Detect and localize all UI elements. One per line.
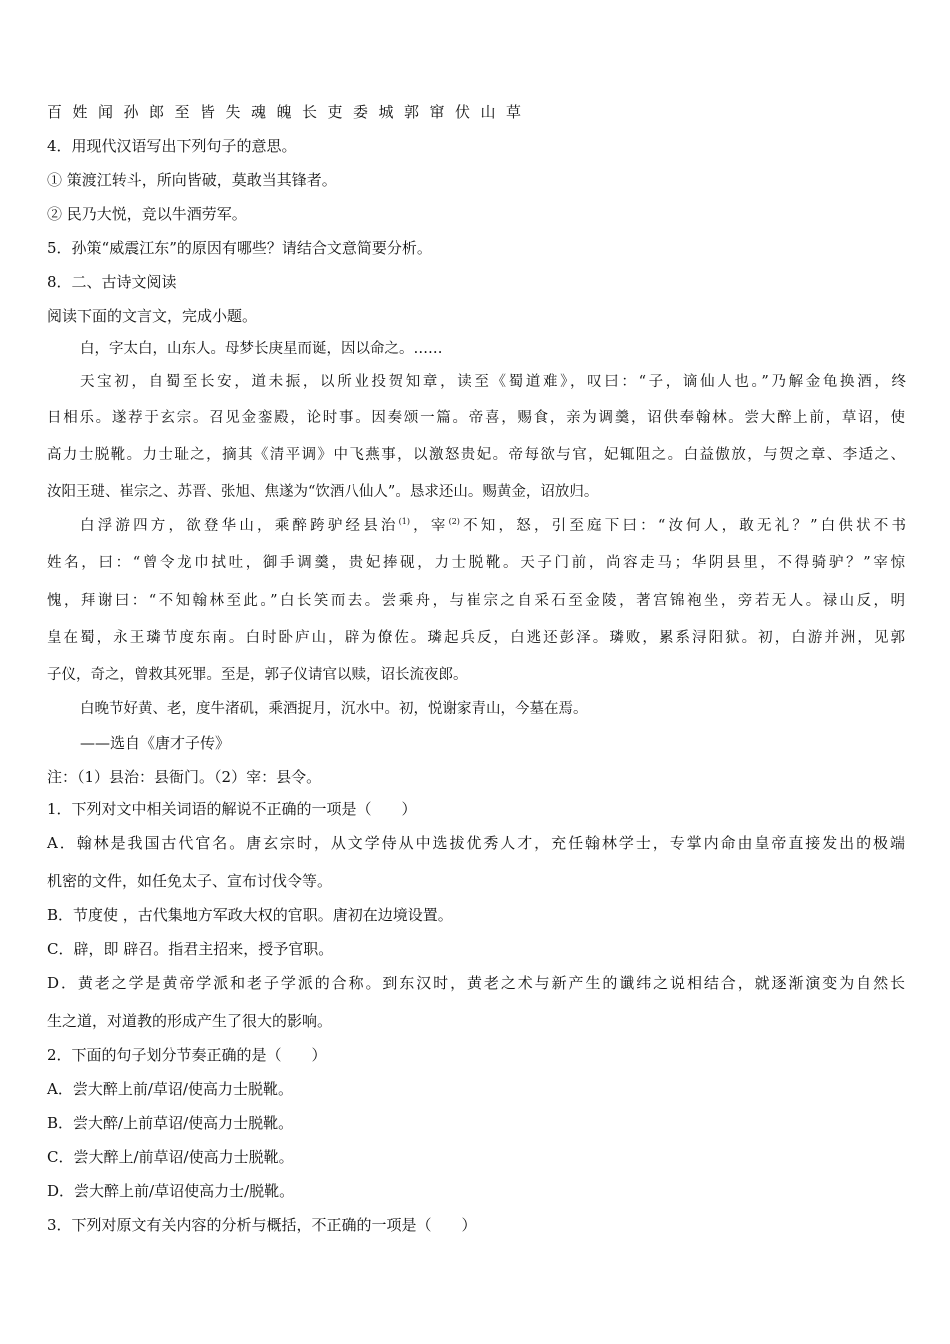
section-heading: 8．二、古诗文阅读 <box>47 273 177 291</box>
passage-line: 子仪，奇之，曾救其死罪。至是，郭子仪请官以赎，诏长流夜郎。 <box>47 667 468 683</box>
passage-line: 高力士脱靴。力士耻之，摘其《清平调》中飞燕事，以激怒贵妃。帝每欲与官，妃辄阻之。白益傲放，与贺之章、李适之、 <box>47 447 905 463</box>
passage-line: 白浮游四方，欲登华山，乘醉跨驴经县治$^{(1)}$，宰$^{(2)}$不知，怒，引至庭下曰：“汝何人，敢无礼？”白供状不书 <box>80 517 907 534</box>
question-2: 2．下面的句子划分节奏正确的是（ ） <box>47 1046 327 1064</box>
option-c: C．尝大醉上/前草诏/使高力士脱靴。 <box>47 1148 294 1166</box>
option-a-cont: 机密的文件，如任免太子、宣布讨伐令等。 <box>47 872 333 890</box>
passage-line: 日相乐。遂荐于玄宗。召见金銮殿，论时事。因奏颂一篇。帝喜，赐食，亲为调羹，诏供奉翰林。尝大醉上前，草诏，使 <box>47 410 905 426</box>
question-5: 5．孙策“威震江东”的原因有哪些？请结合文意简要分析。 <box>47 239 432 257</box>
option-d-cont: 生之道，对道教的形成产生了很大的影响。 <box>47 1012 333 1030</box>
passage-line: 皇在蜀，永王璘节度东南。白时卧庐山，辟为僚佐。璘起兵反，白逃还彭泽。璘败，累系浔阳狱。初，白游并洲，见郭 <box>47 630 905 646</box>
option-d: D．黄老之学是黄帝学派和老子学派的合称。到东汉时，黄老之术与新产生的谶纬之说相结合，就逐渐演变为自然长 <box>47 974 905 992</box>
passage-line: 姓名，曰：“曾令龙巾拭吐，御手调羹，贵妃捧砚，力士脱靴。天子门前，尚容走马；华阴县里，不得骑驴？”宰惊 <box>47 555 905 571</box>
option-b: B．节度使 ，古代集地方军政大权的官职。唐初在边境设置。 <box>47 906 453 924</box>
sentence-2: ② 民乃大悦，竞以牛酒劳军。 <box>47 205 247 223</box>
passage-line: 天宝初，自蜀至长安，道未振，以所业投贺知章，读至《蜀道难》，叹曰：“子，谪仙人也。”乃解金龟换酒，终 <box>80 374 906 390</box>
notes: 注：（1）县治：县衙门。（2）宰：县令。 <box>47 768 322 786</box>
option-d: D．尝大醉上前/草诏使高力士/脱靴。 <box>47 1182 295 1200</box>
question-4: 4．用现代汉语写出下列句子的意思。 <box>47 137 297 155</box>
passage-line: 汝阳王琎、崔宗之、苏晋、张旭、焦遂为“饮酒八仙人”。恳求还山。赐黄金，诏放归。 <box>47 484 599 500</box>
question-1: 1．下列对文中相关词语的解说不正确的一项是（ ） <box>47 800 417 818</box>
sentence-1: ① 策渡江转斗，所向皆破，莫敢当其锋者。 <box>47 171 337 189</box>
instruction: 阅读下面的文言文，完成小题。 <box>47 307 258 325</box>
question-3: 3．下列对原文有关内容的分析与概括，不正确的一项是（ ） <box>47 1216 477 1234</box>
passage-line: 愧，拜谢曰：“不知翰林至此。”白长笑而去。尝乘舟，与崔宗之自采石至金陵，著宫锦袍坐，旁若无人。禄山反，明 <box>47 593 905 609</box>
option-c: C．辟，即 辟召。指君主招来，授予官职。 <box>47 940 334 958</box>
text-line: 百姓闻孙郎至皆失魂魄长吏委城郭窜伏山草 <box>47 103 532 121</box>
passage-line: 白，字太白，山东人。母梦长庚星而诞，因以命之。…… <box>80 341 443 357</box>
option-a: A．尝大醉上前/草诏/使高力士脱靴。 <box>47 1080 293 1098</box>
passage-line: 白晚节好黄、老，度牛渚矶，乘酒捉月，沉水中。初，悦谢家青山，今墓在焉。 <box>80 701 588 717</box>
source-citation: ——选自《唐才子传》 <box>80 734 231 752</box>
option-b: B．尝大醉/上前草诏/使高力士脱靴。 <box>47 1114 294 1132</box>
option-a: A．翰林是我国古代官名。唐玄宗时，从文学侍从中选拔优秀人才，充任翰林学士，专掌内命由皇帝直接发出的极端 <box>47 834 905 852</box>
